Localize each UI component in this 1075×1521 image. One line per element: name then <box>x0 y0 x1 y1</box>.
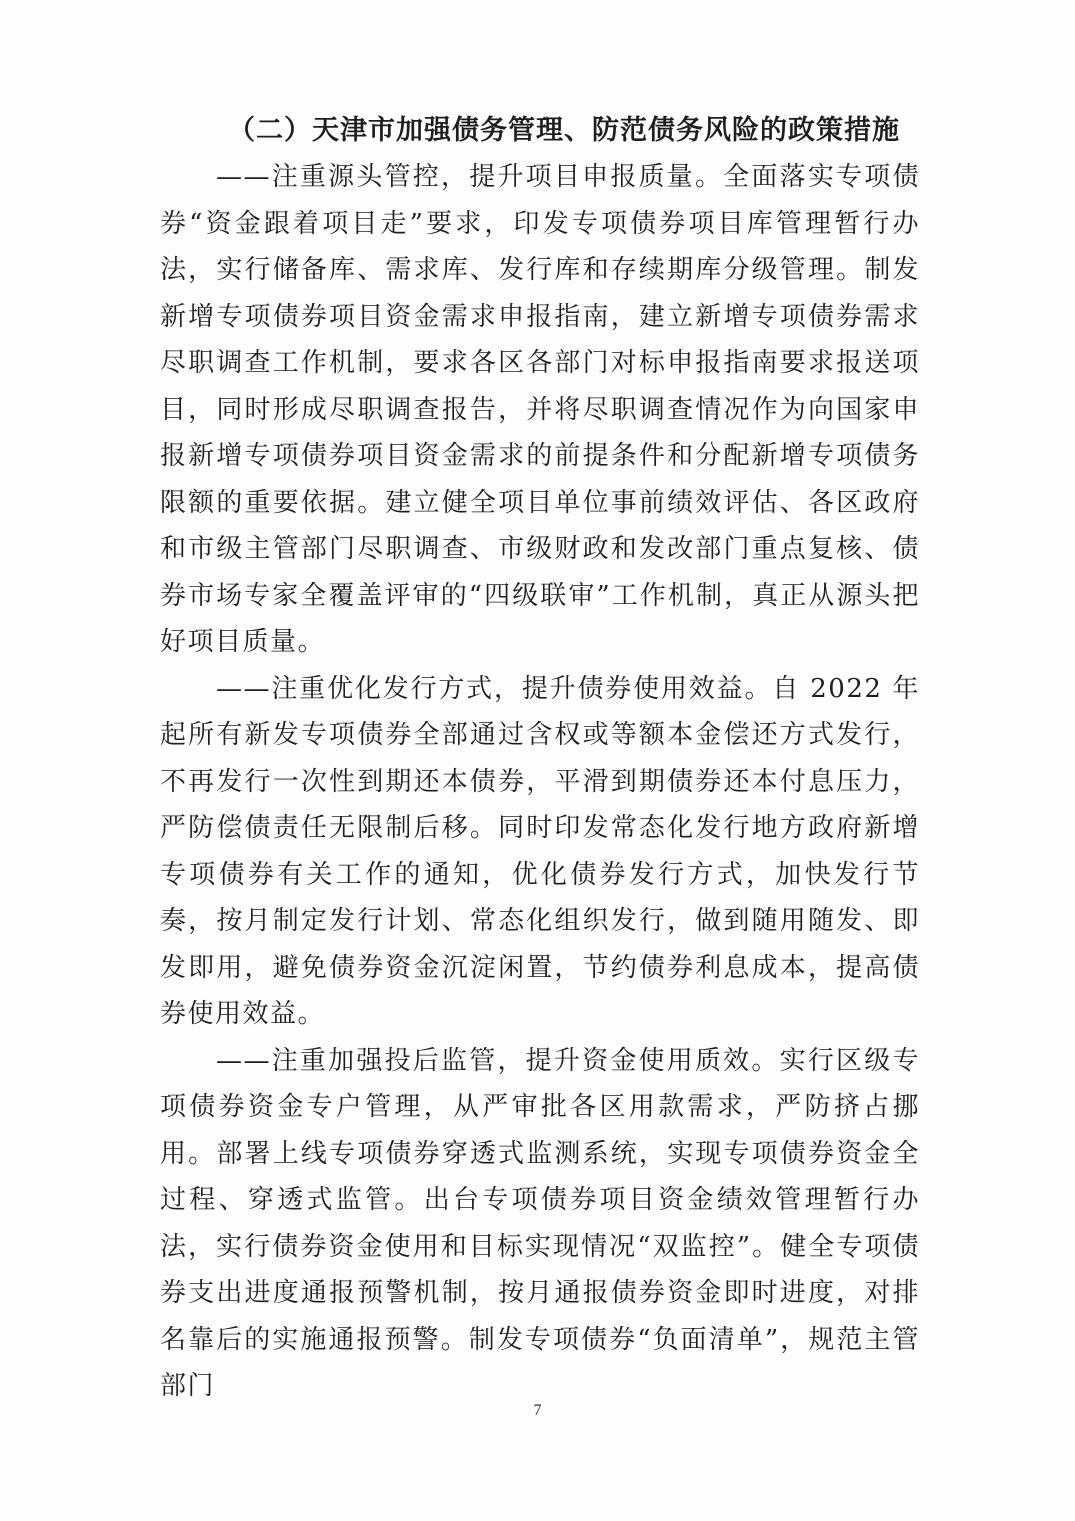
paragraph-issuance-method: ——注重优化发行方式，提升债券使用效益。自 2022 年起所有新发专项债券全部通过含权或等额本金偿还方式发行，不再发行一次性到期还本债券，平滑到期债券还本付息压力，严防偿债责任无限制后移。同时印发常态化发行地方政府新增专项债券有关工作的通知，优化债券发行方式，加快发行节奏，按月制定发行计划、常态化组织发行，做到随用随发、即发即用，避免债券资金沉淀闲置，节约债券利息成本，提高债券使用效益。 <box>160 673 920 1029</box>
paragraph-source-control: ——注重源头管控，提升项目申报质量。全面落实专项债券“资金跟着项目走”要求，印发专项债券项目库管理暂行办法，实行储备库、需求库、发行库和存续期库分级管理。制发新增专项债券项目资金需求申报指南，建立新增专项债券需求尽职调查工作机制，要求各区各部门对标申报指南要求报送项目，同时形成尽职调查报告，并将尽职调查情况作为向国家申报新增专项债券项目资金需求的前提条件和分配新增专项债务限额的重要依据。建立健全项目单位事前绩效评估、各区政府和市级主管部门尽职调查、市级财政和发改部门重点复核、债券市场专家全覆盖评审的“四级联审”工作机制，真正从源头把好项目质量。 <box>160 162 920 657</box>
page-number: 7 <box>533 1402 542 1419</box>
document-body <box>160 108 920 1410</box>
paragraph-post-investment-supervision: ——注重加强投后监管，提升资金使用质效。实行区级专项债券资金专户管理，从严审批各区用款需求，严防挤占挪用。部署上线专项债券穿透式监测系统，实现专项债券资金全过程、穿透式监管。出台专项债券项目资金绩效管理暂行办法，实行债券资金使用和目标实现情况“双监控”。健全专项债券支出进度通报预警机制，按月通报债券资金即时进度，对排名靠后的实施通报预警。制发专项债券“负面清单”，规范主管部门 <box>160 1045 920 1401</box>
section-heading: （二）天津市加强债务管理、防范债务风险的政策措施 <box>228 115 900 146</box>
